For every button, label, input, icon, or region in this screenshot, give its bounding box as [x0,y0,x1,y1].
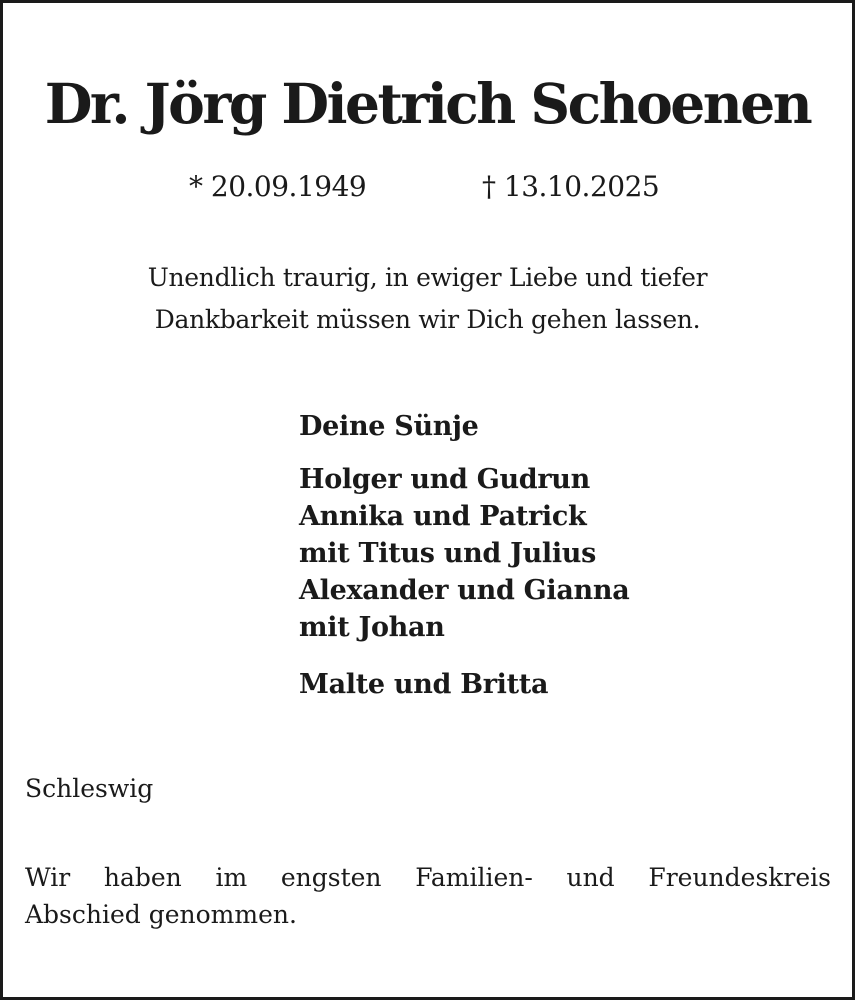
mourners-family-2 [299,665,548,705]
mourner-name: Holger und Gudrun [299,464,590,495]
birth-date: * 20.09.1949 [189,170,367,203]
mourning-verse [3,257,852,341]
mourners-family [299,461,629,646]
verse-line: Unendlich traurig, in ewiger Liebe und tiefer [147,263,708,292]
closing-line: Wir haben im engsten Familien- und Freundeskreis [25,863,831,892]
place-name: Schleswig [25,774,154,803]
life-dates [3,169,852,205]
mourner-name: Deine Sünje [299,411,479,442]
deceased-name: Dr. Jörg Dietrich Schoenen [44,71,811,136]
closing-line: Abschied genommen. [25,900,297,929]
mourners-spouse [299,407,478,447]
mourner-name: Malte und Britta [299,669,549,700]
mourner-name: mit Titus und Julius [299,538,597,569]
closing-note [25,859,831,933]
verse-line: Dankbarkeit müssen wir Dich gehen lassen. [154,305,701,334]
mourner-name: Annika und Patrick [299,501,587,532]
mourner-name: Alexander und Gianna [299,575,630,606]
mourner-name: mit Johan [299,612,445,643]
death-date: † 13.10.2025 [482,170,660,203]
